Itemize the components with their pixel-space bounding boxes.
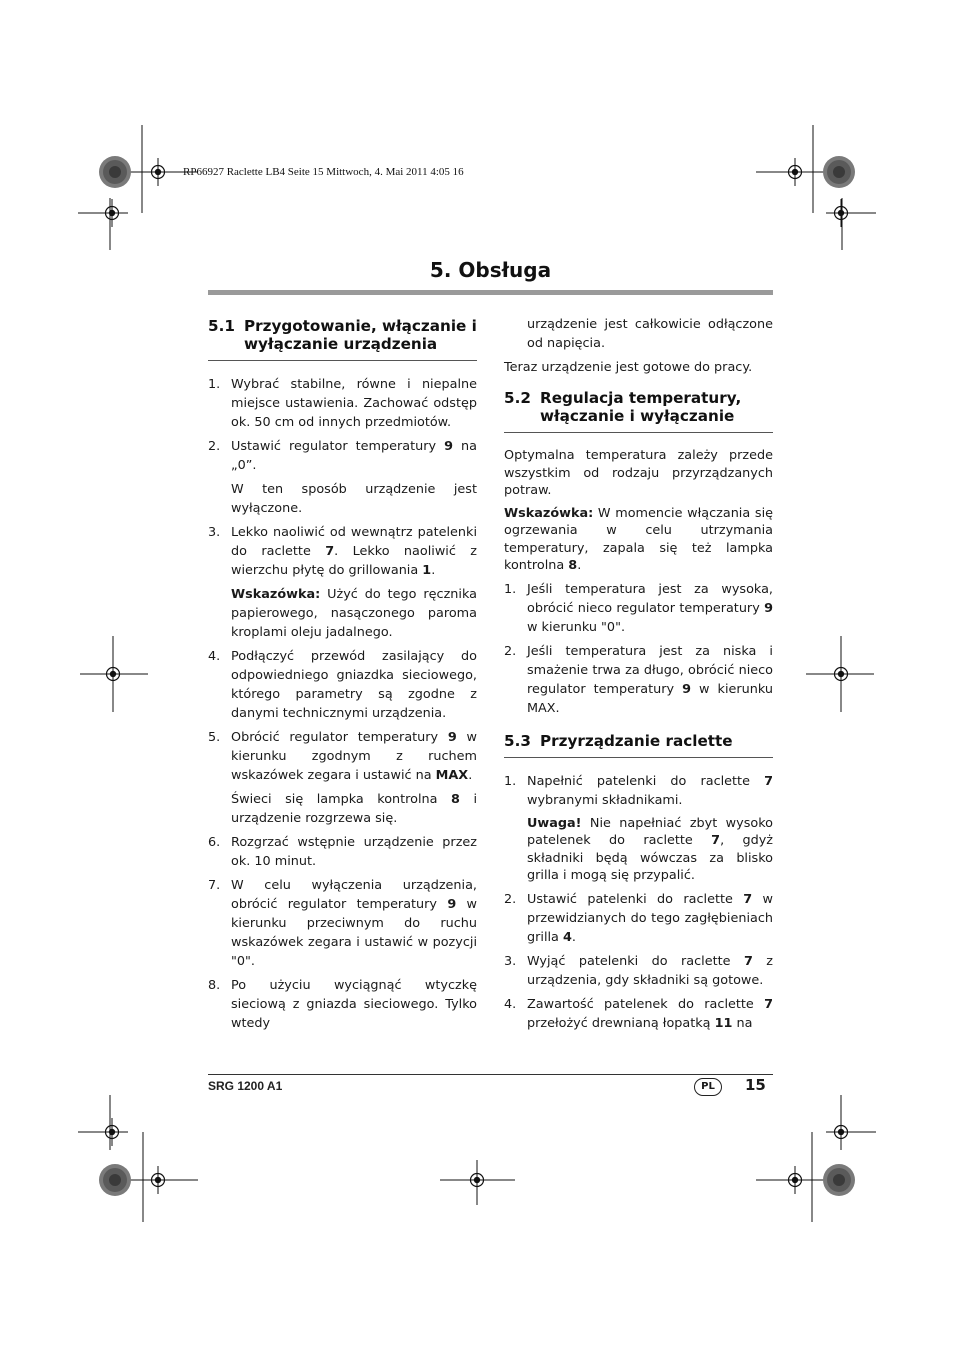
language-badge: PL — [694, 1078, 722, 1096]
list-item: 5. Obrócić regulator temperatury 9 w kierunku zgodnym z ruchem wskazówek zegara i ustawić na MAX. — [208, 730, 477, 783]
list-item: 2. Jeśli temperatura jest za niska i smażenie trwa za długo, obrócić nieco regulator temperatury 9 w kierunku MAX. — [504, 643, 773, 716]
section-number: 5.3 — [504, 731, 531, 750]
right-column — [504, 315, 773, 1038]
section-title: Przygotowanie, włączanie i wyłączanie urządzenia — [244, 317, 477, 353]
title-rule — [208, 290, 773, 295]
print-slug: RP66927 Raclette LB4 Seite 15 Mittwoch, 4. Mai 2011 4:05 16 — [183, 166, 464, 178]
list-item: 2. Ustawić regulator temperatury 9 na „0”. — [208, 439, 477, 473]
section-number: 5.2 — [504, 389, 531, 407]
continued-paragraph: urządzenie jest całkowicie odłączone od napięcia. — [527, 317, 773, 351]
note-paragraph: Wskazówka: W momencie włączania się ogrzewania w celu utrzymania temperatury, zapala się też lampka kontrolna 8. — [504, 505, 773, 573]
section-heading-5-2 — [504, 389, 773, 425]
list-item: 8. Po użyciu wyciągnąć wtyczkę sieciową z gniazda sieciowego. Tylko wtedy — [208, 978, 477, 1031]
list-item: 1. Napełnić patelenki do raclette 7 wybranymi składnikami. — [504, 773, 773, 808]
list-item: 3. Lekko naoliwić od wewnątrz patelenki do raclette 7. Lekko naoliwić z wierzchu płytę do grillowania 1. — [208, 525, 477, 578]
page-title: 5. Obsługa — [429, 258, 552, 282]
note-paragraph: Wskazówka: Użyć do tego ręcznika papierowego, nasączonego paroma kroplami oleju jadalnego. — [231, 587, 477, 640]
section-rule — [504, 432, 773, 433]
list-subparagraph: W ten sposób urządzenie jest wyłączone. — [231, 482, 477, 516]
paragraph: Teraz urządzenie jest gotowe do pracy. — [504, 360, 753, 375]
footer-model: SRG 1200 A1 — [208, 1079, 283, 1093]
list-item: 3. Wyjąć patelenki do raclette 7 z urządzenia, gdy składniki są gotowe. — [504, 953, 773, 988]
section-rule — [504, 757, 773, 758]
list-item: 1. Wybrać stabilne, równe i niepalne miejsce ustawienia. Zachować odstęp ok. 50 cm od innych przedmiotów. — [208, 377, 477, 430]
list-item: 6. Rozgrzać wstępnie urządzenie przez ok. 10 minut. — [208, 835, 477, 869]
section-heading-5-3 — [504, 732, 773, 750]
list-item: 7. W celu wyłączenia urządzenia, obrócić regulator temperatury 9 w kierunku przeciwnym do ruchu wskazówek zegara i ustawić w pozycji "0". — [208, 878, 477, 969]
page-number: 15 — [745, 1076, 766, 1094]
footer-rule — [208, 1074, 773, 1075]
list-item: 1. Jeśli temperatura jest za wysoka, obrócić nieco regulator temperatury 9 w kierunku "0". — [504, 581, 773, 635]
list-item: 2. Ustawić patelenki do raclette 7 w przewidzianych do tego zagłębieniach grilla 4. — [504, 891, 773, 945]
section-rule — [208, 360, 477, 361]
section-heading-5-1 — [208, 317, 477, 353]
list-item: 4. Podłączyć przewód zasilający do odpowiedniego gniazdka sieciowego, którego parametry są zgodne z danymi technicznymi urządzenia. — [208, 649, 477, 721]
warning-paragraph: Uwaga! Nie napełniać zbyt wysoko patelenek do raclette 7, gdyż składniki będą wówczas za blisko grilla i mogą się przypalić. — [527, 815, 774, 883]
left-column — [208, 317, 477, 1038]
section-number: 5.1 — [208, 317, 235, 335]
section-title: Regulacja temperatury, włączanie i wyłączanie — [540, 389, 742, 425]
section-title: Przyrządzanie raclette — [540, 731, 733, 750]
paragraph: Optymalna temperatura zależy przede wszystkim od rodzaju przyrządzanych potraw. — [504, 448, 773, 498]
list-subparagraph: Świeci się lampka kontrolna 8 i urządzenie rozgrzewa się. — [231, 792, 478, 826]
list-item: 4. Zawartość patelenek do raclette 7 przełożyć drewnianą łopatką 11 na — [504, 996, 773, 1031]
